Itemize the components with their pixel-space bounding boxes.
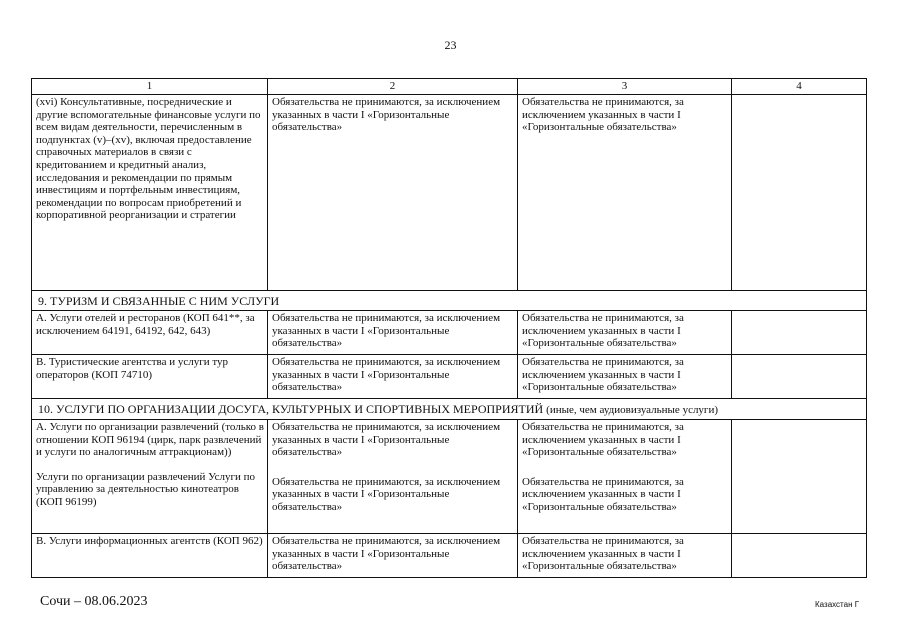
sector-cell: B. Услуги информационных агентств (КОП 962) [32, 534, 268, 578]
table-header-row [32, 79, 867, 95]
national-treatment-cell: Обязательства не принимаются, за исключением указанных в части I «Горизонтальные обязательства» [518, 95, 732, 291]
sector-cell: A. Услуги отелей и ресторанов (КОП 641**, за исключением 64191, 64192, 642, 643) [32, 311, 268, 355]
sector-cell [32, 420, 268, 534]
sector-entry: Услуги по организации развлечений Услуги по управлению за деятельностью кинотеатров (КОП 96199) [36, 470, 256, 508]
column-header: 3 [518, 79, 732, 95]
commitment-text: Обязательства не принимаются, за исключением указанных в части I «Горизонтальные обязательства» [272, 421, 501, 459]
section-heading-row [32, 399, 867, 420]
additional-commitments-cell [732, 95, 867, 291]
market-access-cell: Обязательства не принимаются, за исключением указанных в части I «Горизонтальные обязательства» [268, 534, 518, 578]
commitment-text: Обязательства не принимаются, за исключением указанных в части I «Горизонтальные обязательства» [272, 475, 501, 513]
commitment-text: Обязательства не принимаются, за исключением указанных в части I «Горизонтальные обязательства» [522, 475, 684, 513]
column-header: 2 [268, 79, 518, 95]
footer-location-date: Сочи – 08.06.2023 [40, 594, 148, 609]
commitments-table [31, 78, 867, 578]
table-row [32, 420, 867, 534]
market-access-cell: Обязательства не принимаются, за исключением указанных в части I «Горизонтальные обязательства» [268, 355, 518, 399]
sector-entry: A. Услуги по организации развлечений (только в отношении КОП 96194 (цирк, парк развлечений и услуги по аналогичным аттракционам)) [36, 421, 264, 459]
additional-commitments-cell [732, 311, 867, 355]
section-heading-row [32, 291, 867, 311]
table-row [32, 311, 867, 355]
sector-cell: (xvi) Консультативные, посреднические и другие вспомогательные финансовые услуги по всем видам деятельности, перечисленным в подпунктах (v)–(xv), включая предоставление справочных материалов в связи с кредитованием и кредитный анализ, исследования и рекомендации по прямым инвестициям и портфельным инвестициям, рекомендации по вопросам приобретений и корпоративной реорганизации и стратегии [32, 95, 268, 291]
additional-commitments-cell [732, 534, 867, 578]
section-heading-cell [32, 399, 867, 420]
market-access-cell: Обязательства не принимаются, за исключением указанных в части I «Горизонтальные обязательства» [268, 311, 518, 355]
section-title: 9. ТУРИЗМ И СВЯЗАННЫЕ С НИМ УСЛУГИ [32, 291, 867, 311]
table-row [32, 95, 867, 291]
table-row [32, 534, 867, 578]
national-treatment-cell: Обязательства не принимаются, за исключением указанных в части I «Горизонтальные обязательства» [518, 534, 732, 578]
market-access-cell [268, 420, 518, 534]
column-header: 1 [32, 79, 268, 95]
national-treatment-cell: Обязательства не принимаются, за исключением указанных в части I «Горизонтальные обязательства» [518, 311, 732, 355]
sector-cell: B. Туристические агентства и услуги тур операторов (КОП 74710) [32, 355, 268, 399]
section-subtitle: (иные, чем аудиовизуальные услуги) [546, 404, 718, 416]
commitment-text: Обязательства не принимаются, за исключением указанных в части I «Горизонтальные обязательства» [522, 421, 684, 459]
table-row [32, 355, 867, 399]
column-header: 4 [732, 79, 867, 95]
additional-commitments-cell [732, 355, 867, 399]
page-number: 23 [444, 38, 457, 52]
market-access-cell: Обязательства не принимаются, за исключением указанных в части I «Горизонтальные обязательства» [268, 95, 518, 291]
footer-country: Казахстан Г [815, 600, 860, 609]
national-treatment-cell [518, 420, 732, 534]
section-title: 10. УСЛУГИ ПО ОРГАНИЗАЦИИ ДОСУГА, КУЛЬТУРНЫХ И СПОРТИВНЫХ МЕРОПРИЯТИЙ [38, 402, 544, 416]
national-treatment-cell: Обязательства не принимаются, за исключением указанных в части I «Горизонтальные обязательства» [518, 355, 732, 399]
additional-commitments-cell [732, 420, 867, 534]
